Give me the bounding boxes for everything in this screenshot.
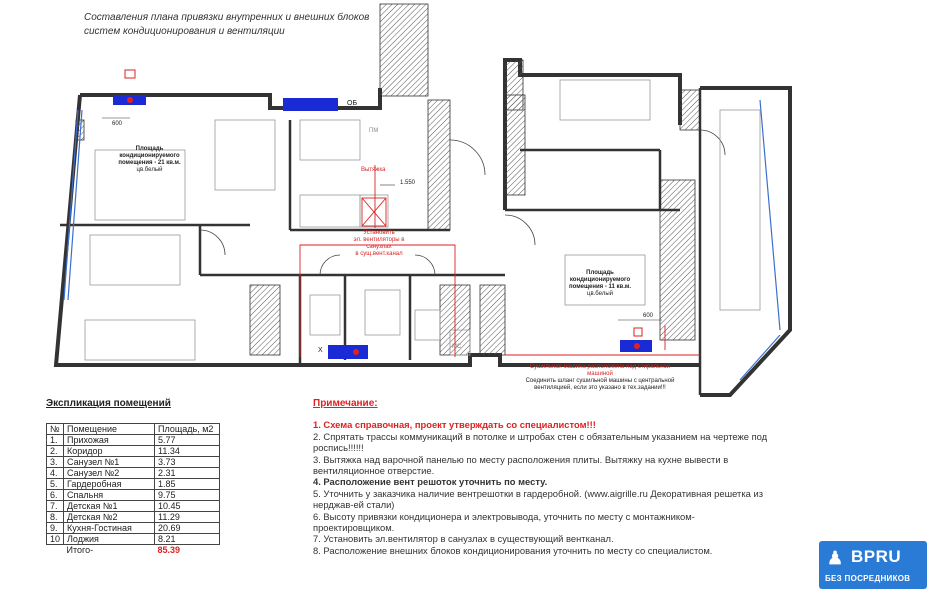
dim-600-left: 600 [112,121,123,127]
area-11-line1: Площадь [586,270,614,276]
area-21-line2: кондиционируемого [119,153,180,159]
ob-label: ОБ [347,100,358,107]
badge-brand: BPRU [851,547,902,566]
room-num: 1. [47,435,64,446]
dim-600-right: 600 [643,313,654,319]
room-area: 9.75 [155,490,220,501]
room-num: 10 [47,534,64,545]
total-row [47,545,220,556]
notes-title: Примечание: [313,398,378,409]
table-row [47,490,220,501]
pm-label: ПМ [369,128,379,134]
room-num: 3. [47,457,64,468]
table-row [47,534,220,545]
room-area: 1.85 [155,479,220,490]
vytyazhka-label: Вытяжка [361,167,386,173]
room-area: 8.21 [155,534,220,545]
area-21-line3: помещения - 21 кв.м. [118,160,181,166]
fan-note-line3: санузлах [366,244,392,250]
rooms-table [46,423,220,555]
note-4: 4. Расположение вент решоток уточнить по месту. [313,476,548,488]
area-11-line2: кондиционируемого [569,277,631,283]
table-row [47,446,220,457]
room-num: 9. [47,523,64,534]
ms-label: МС [452,344,462,350]
area-21-line1: Площадь [135,146,164,152]
room-area: 2.31 [155,468,220,479]
room-name: Санузел №2 [64,468,155,479]
badge-tagline: БЕЗ ПОСРЕДНИКОВ [825,574,911,583]
fan-note-line4: в сущ.вент.канал [355,251,403,257]
washer-note-line4: вентиляцией, если это указано в тех.задании!!! [534,385,666,391]
table-row [47,512,220,523]
total-label: Итого- [66,545,94,555]
fan-note-line2: эл. вентиляторы в [353,237,405,243]
notes [313,398,768,556]
room-name: Гардеробная [64,479,155,490]
room-name: Спальня [64,490,155,501]
table-row [47,501,220,512]
ac-indoor-units [113,70,652,359]
table-row [47,435,220,446]
table-row [47,479,220,490]
room-area: 11.34 [155,446,220,457]
room-num: 5. [47,479,64,490]
room-num: 7. [47,501,64,512]
col-num: № [47,424,64,435]
room-num: 2. [47,446,64,457]
table-row [47,523,220,534]
room-num: 6. [47,490,64,501]
table-row [47,468,220,479]
table-row [47,457,220,468]
washer-note-line3: Соединить шланг сушильной машины с центральной [525,378,675,384]
fan-note [343,230,415,258]
note-3: 3. Вытяжка над варочной панелью по месту расположения плиты. Вытяжку на кухне вывести в вентиляционное отверстие. [313,453,729,477]
room-num: 8. [47,512,64,523]
area-11-line4: цв.белый [587,291,613,297]
area-21-line4: цв.белый [136,167,163,173]
room-name: Детская №2 [64,512,155,523]
note-2: 2. Спрятать трассы коммуникаций в потолке и штробах стен с обязательным указанием на чертеже под роспись!!!!!! [313,430,768,454]
col-area: Площадь, м2 [155,424,220,435]
room-name: Кухня-Гостиная [64,523,155,534]
area-11-line3: помещения - 11 кв.м. [568,284,631,290]
washer-note-line2: машиной [587,371,613,377]
washer-note-line1: Сушильная машина расположена над стиральной [529,364,671,370]
hatched-walls [76,4,700,355]
room-area: 20.69 [155,523,220,534]
legend-title: Экспликация помещений [46,398,171,409]
note-5: 5. Уточнить у заказчика наличие вентрешотки в гардеробной. (www.aigrille.ru Декоративная решетка из нерджав-ей стали) [313,487,763,511]
room-area: 11.29 [155,512,220,523]
room-area: 5.77 [155,435,220,446]
room-name: Санузел №1 [64,457,155,468]
note-7: 7. Установить эл.вентилятор в санузлах в существующий вентканал. [313,533,614,545]
bpru-badge[interactable] [819,541,927,589]
room-area: 3.73 [155,457,220,468]
fan-note-line1: Установить [363,230,395,236]
rooms-table-header [47,424,220,435]
area-11-label [560,270,640,298]
people-icon: ♟ [827,548,844,568]
x-label: Х [318,347,323,354]
room-name: Лоджия [64,534,155,545]
plan-title-line2: систем кондиционирования и вентиляции [84,26,285,37]
room-name: Прихожая [64,435,155,446]
area-21-label [112,146,187,174]
note-1: 1. Схема справочная, проект утверждать со специалистом!!! [313,419,596,431]
note-8: 8. Расположение внешних блоков кондиционирования уточнить по месту со специалистом. [313,544,713,556]
furniture [85,80,760,360]
room-area: 10.45 [155,501,220,512]
col-name: Помещение [64,424,155,435]
room-num: 4. [47,468,64,479]
note-6: 6. Высоту привязки кондиционера и электровывода, уточнить по месту с монтажником-проектировщиком. [313,510,695,534]
room-name: Детская №1 [64,501,155,512]
total-value: 85.39 [157,545,181,555]
plan-title-line1: Составления плана привязки внутренних и внешних блоков [84,12,370,23]
washer-note [505,364,695,392]
room-name: Коридор [64,446,155,457]
door-arcs [200,130,725,275]
dim-1550: 1.550 [400,180,416,186]
